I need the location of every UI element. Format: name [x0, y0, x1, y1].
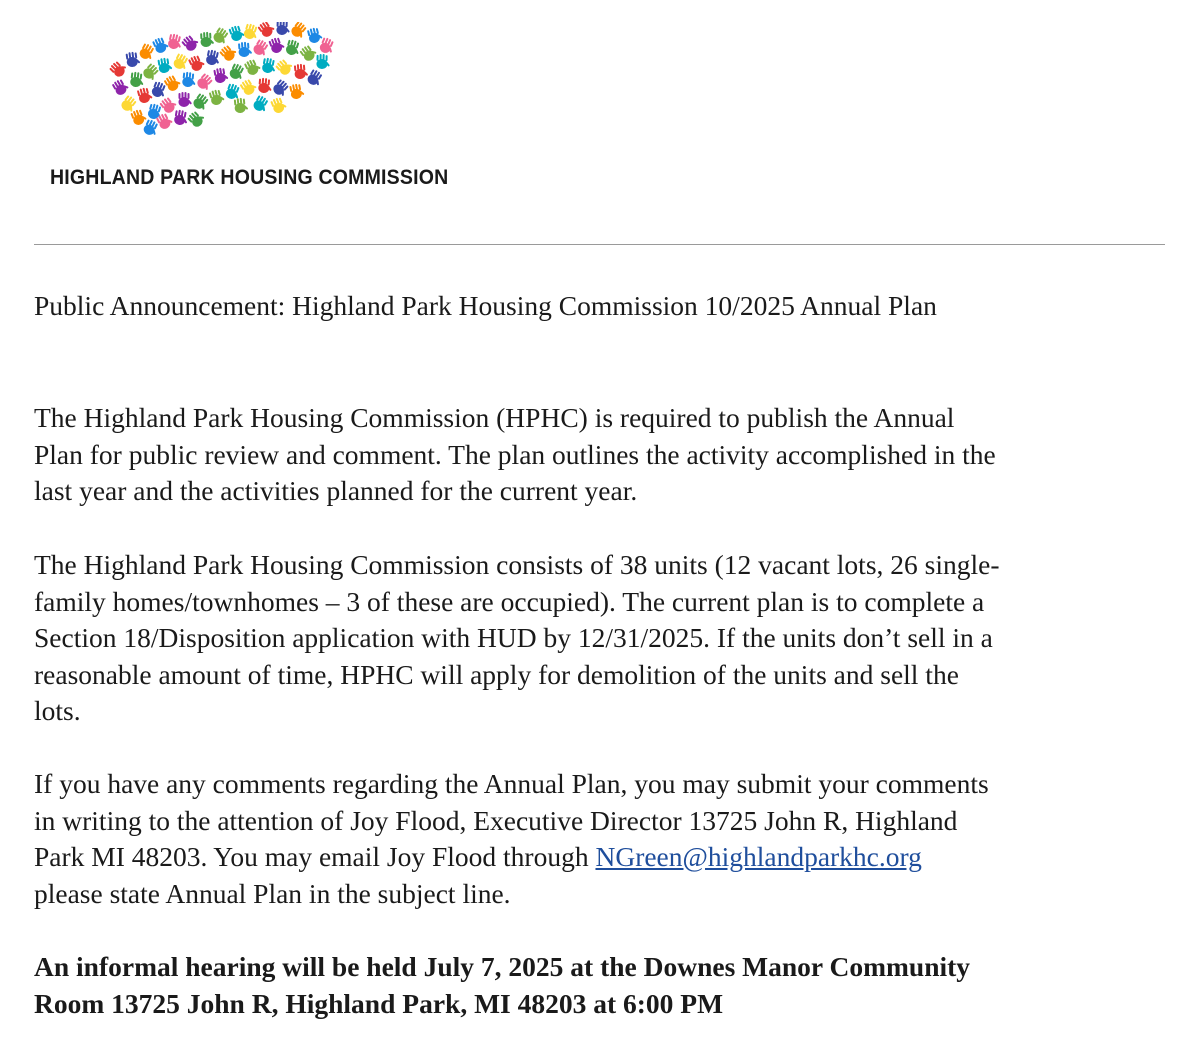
handprint-mark — [188, 53, 207, 72]
text-line: please state Annual Plan in the subject line. — [34, 877, 511, 909]
handprint-mark — [213, 67, 229, 84]
handprint-mark — [252, 38, 272, 58]
handprint-mark — [209, 88, 226, 106]
header-divider — [34, 244, 1165, 245]
handprint-mark — [299, 43, 319, 63]
handprint-mark — [182, 71, 197, 87]
handprint-mark — [228, 62, 247, 82]
handprint-mark — [257, 22, 277, 39]
handprint-mark — [125, 51, 141, 68]
handprint-mark — [238, 41, 253, 57]
text-line: in writing to the attention of Joy Flood, Executive Director 13725 John R, Highland — [34, 804, 958, 836]
handprint-mark — [289, 22, 309, 41]
text-line — [34, 839, 1174, 876]
handprint-mark — [108, 59, 128, 79]
handprint-mark — [172, 52, 191, 72]
handprint-mark — [234, 97, 249, 113]
handprint-mark — [179, 92, 193, 107]
text-line: The Highland Park Housing Commission (HPHC) is required to publish the Annual — [34, 402, 955, 433]
handprint-mark — [130, 71, 145, 88]
paragraph-units-plan — [34, 547, 1174, 730]
text-line: Room 13725 John R, Highland Park, MI 48203 at 6:00 PM — [34, 987, 724, 1019]
paragraph-annual-plan-intro — [34, 400, 1174, 510]
handprints-logo — [100, 22, 340, 140]
handprint-mark — [157, 57, 173, 74]
handprint-mark — [224, 83, 242, 102]
handprint-mark — [239, 77, 258, 97]
text-segment: Park MI 48203. You may email Joy Flood through — [34, 841, 596, 872]
handprint-mark — [261, 57, 277, 74]
handprint-mark — [318, 36, 336, 55]
handprint-mark — [187, 109, 207, 129]
announcement-title: Public Announcement: Highland Park Housing Commission 10/2025 Annual Plan — [34, 290, 937, 321]
handprint-mark — [243, 23, 261, 41]
text-line: lots. — [34, 695, 81, 726]
handprint-mark — [130, 108, 148, 127]
text-line: If you have any comments regarding the Annual Plan, you may submit your comments — [34, 768, 989, 799]
paragraph-hearing-notice — [34, 949, 1174, 1022]
handprint-mark — [191, 92, 211, 112]
handprint-mark — [275, 57, 295, 77]
handprint-mark — [205, 49, 221, 66]
handprint-mark — [252, 94, 271, 114]
handprint-mark — [212, 26, 232, 46]
handprint-mark — [258, 78, 273, 94]
handprint-mark — [307, 26, 324, 44]
text-line: last year and the activities planned for the current year. — [34, 475, 638, 506]
paragraph-comments — [34, 766, 1174, 912]
handprint-mark — [141, 62, 161, 82]
organization-name: HIGHLAND PARK HOUSING COMMISSION — [50, 166, 449, 189]
text-line: The Highland Park Housing Commission consists of 38 units (12 vacant lots, 26 single- — [34, 549, 1000, 580]
handprint-mark — [289, 83, 305, 100]
handprint-mark — [181, 33, 201, 53]
handprint-mark — [285, 39, 302, 57]
handprint-mark — [271, 78, 291, 98]
text-line: reasonable amount of time, HPHC will apply for demolition of the units and sell the — [34, 658, 959, 690]
handprint-mark — [306, 68, 325, 88]
handprint-mark — [163, 73, 182, 93]
handprint-mark — [268, 36, 286, 55]
email-link[interactable]: NGreen@highlandparkhc.org — [595, 841, 922, 872]
handprint-mark — [316, 54, 330, 69]
handprint-mark — [270, 96, 288, 115]
handprint-mark — [111, 77, 130, 97]
text-line: Plan for public review and comment. The plan outlines the activity accomplished in the — [34, 438, 996, 470]
text-line: An informal hearing will be held July 7, 2025 at the Downes Manor Community — [34, 951, 971, 982]
handprint-mark — [294, 63, 309, 79]
handprint-mark — [167, 33, 184, 51]
handprint-mark — [173, 109, 189, 126]
text-line: Section 18/Disposition application with HUD by 12/31/2025. If the units don’t sell in a — [34, 622, 993, 653]
handprint-mark — [195, 72, 215, 92]
handprint-mark — [200, 32, 214, 48]
handprint-mark — [276, 22, 290, 35]
handprint-mark — [228, 24, 246, 43]
handprint-mark — [152, 35, 171, 54]
handprint-mark — [244, 57, 263, 76]
handprint-mark — [219, 43, 239, 63]
handprint-mark — [137, 86, 154, 104]
text-line: family homes/townhomes – 3 of these are occupied). The current plan is to complete a — [34, 585, 985, 617]
